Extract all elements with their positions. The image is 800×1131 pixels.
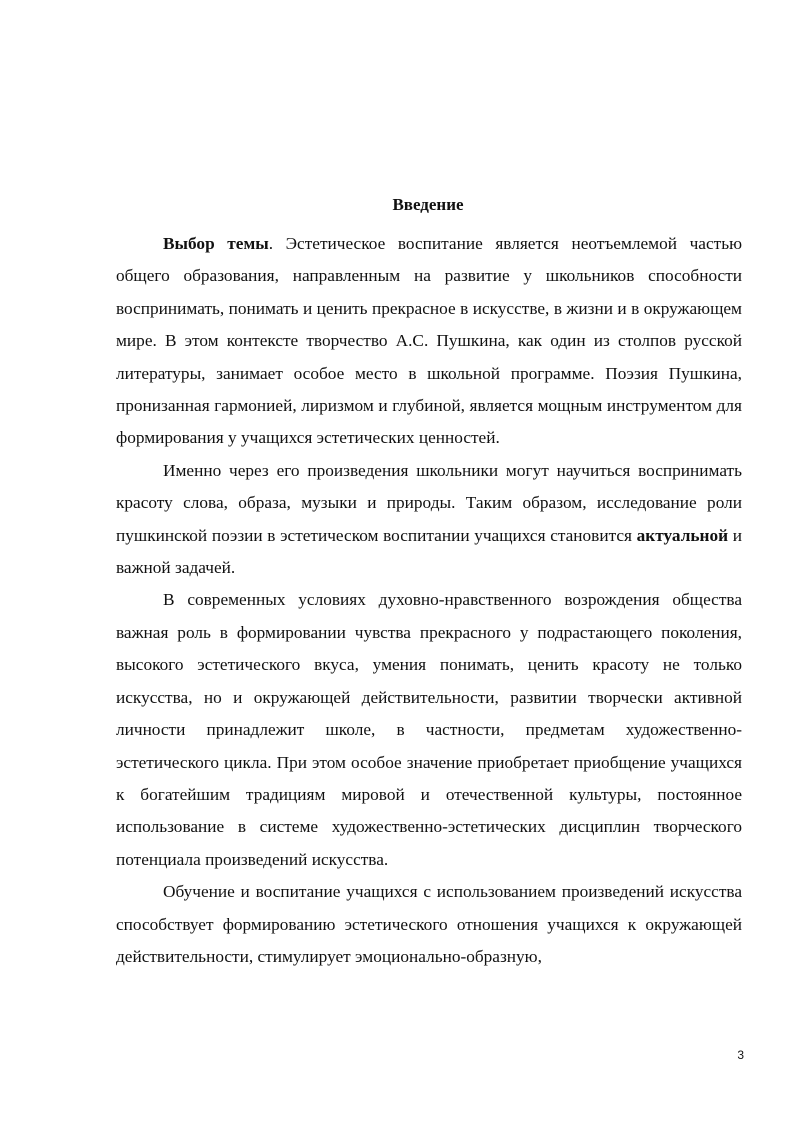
paragraph-text-before: Именно через его произведения школьники могут научиться воспринимать красоту слова, образа, музыки и природы. Таким образом, исследование роли пушкинской поэзии в эстетическом воспитании учащихся становится (116, 460, 742, 545)
paragraph-lead: Выбор темы (163, 234, 269, 253)
paragraph-relevance (116, 455, 742, 585)
page-number: 3 (737, 1048, 744, 1062)
section-heading: Введение (392, 195, 464, 214)
body-text (116, 228, 742, 973)
emphasis-word: актуальной (636, 525, 729, 545)
paragraph-modern-conditions: В современных условиях духовно-нравственного возрождения общества важная роль в формировании чувства прекрасного у подрастающего поколения, высокого эстетического вкуса, умения понимать, ценить красоту не только искусства, но и окружающей действительности, развитии творчески активной личности принадлежит школе, в частности, предметам художественно-эстетического цикла. При этом особое значение приобретает приобщение учащихся к богатейшим традициям мировой и отечественной культуры, постоянное использование в системе художественно-эстетических дисциплин творческого потенциала произведений искусства. (116, 590, 742, 869)
paragraph-text-after: и важной задачей. (116, 525, 742, 578)
paragraph-topic-choice (116, 228, 742, 455)
paragraph-education: Обучение и воспитание учащихся с использованием произведений искусства способствует формированию эстетического отношения учащихся к окружающей действительности, стимулирует эмоционально-образную, (116, 882, 742, 966)
paragraph-text: . Эстетическое воспитание является неотъемлемой частью общего образования, направленным на развитие у школьников способности воспринимать, понимать и ценить прекрасное в искусстве, в жизни и в окружающем мире. В этом контексте творчество А.С. Пушкина, как один из столпов русской литературы, занимает особое место в школьной программе. Поэзия Пушкина, пронизанная гармонией, лиризмом и глубиной, является мощным инструментом для формирования у учащихся эстетических ценностей. (116, 234, 742, 448)
